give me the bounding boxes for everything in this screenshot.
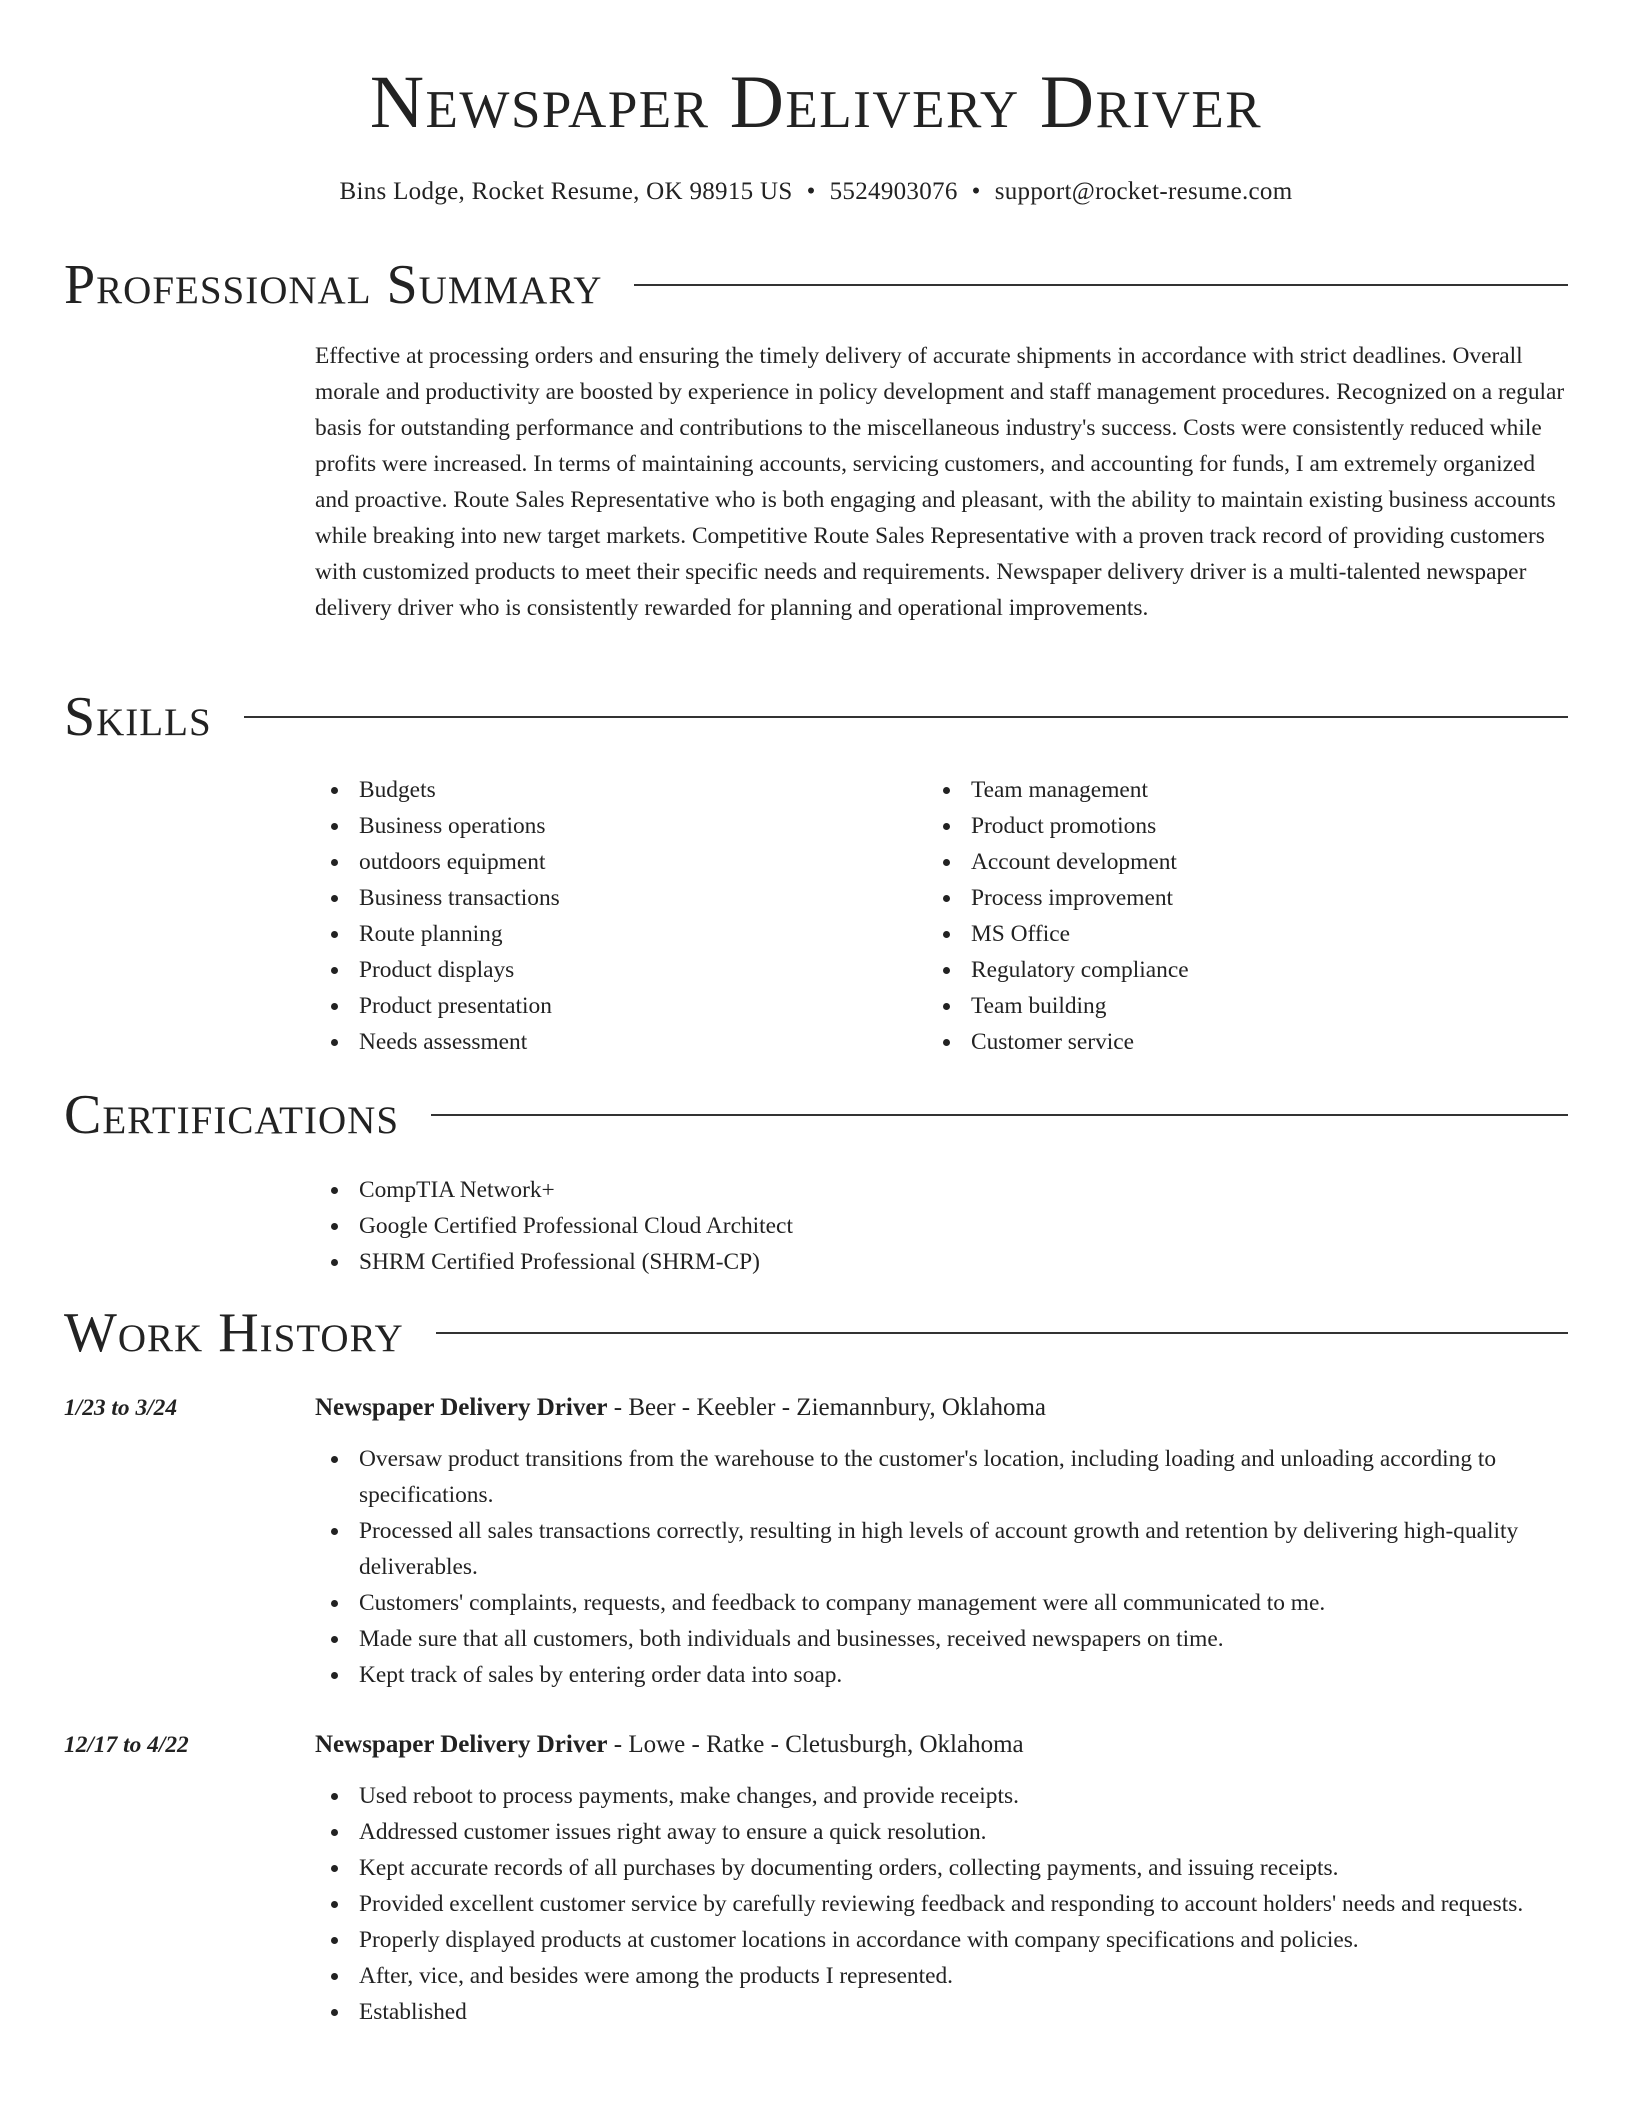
job-bullet: After, vice, and besides were among the products I represented.	[315, 1958, 1570, 1994]
skills-section-title: Skills	[64, 686, 212, 748]
job-bullet-list	[315, 1441, 1570, 1693]
certifications-section-header	[64, 1080, 1568, 1150]
summary-section-title: Professional Summary	[64, 254, 603, 316]
job-bullet: Oversaw product transitions from the warehouse to the customer's location, including loading and unloading according to specifications.	[315, 1441, 1570, 1513]
job-bullet: Processed all sales transactions correctly, resulting in high levels of account growth and retention by delivering high-quality deliverables.	[315, 1513, 1570, 1585]
skill-item: Process improvement	[927, 880, 1527, 916]
contact-separator: •	[806, 178, 816, 205]
skill-item: Product presentation	[315, 988, 915, 1024]
certification-item: CompTIA Network+	[315, 1172, 1515, 1208]
job-responsibilities	[315, 1441, 1570, 1693]
contact-line	[0, 174, 1632, 210]
contact-separator: •	[971, 178, 981, 205]
job-dates: 1/23 to 3/24	[64, 1395, 178, 1421]
job-title: Newspaper Delivery Driver	[315, 1394, 608, 1421]
job-bullet-list	[315, 1778, 1570, 2030]
job-employer: - Beer - Keebler - Ziemannbury, Oklahoma	[607, 1394, 1046, 1421]
job-heading	[315, 1727, 1570, 1763]
certifications-section-title: Certifications	[64, 1084, 400, 1146]
skill-item: Needs assessment	[315, 1024, 915, 1060]
skills-section-header	[64, 682, 1568, 752]
skill-item: Business operations	[315, 808, 915, 844]
job-responsibilities	[315, 1778, 1570, 2030]
job-dates: 12/17 to 4/22	[64, 1732, 189, 1758]
section-divider	[634, 284, 1568, 286]
certification-item: Google Certified Professional Cloud Architect	[315, 1208, 1515, 1244]
job-employer: - Lowe - Ratke - Cletusburgh, Oklahoma	[607, 1731, 1024, 1758]
certifications-list	[315, 1172, 1515, 1280]
candidate-name: Newspaper Delivery Driver	[369, 61, 1263, 144]
section-divider	[431, 1114, 1568, 1116]
skills-column-left	[315, 772, 915, 1060]
skill-item: Regulatory compliance	[927, 952, 1527, 988]
skills-list-right	[927, 772, 1527, 1060]
job-bullet: Customers' complaints, requests, and feedback to company management were all communicated to me.	[315, 1585, 1570, 1621]
section-divider	[436, 1332, 1568, 1334]
skill-item: Product promotions	[927, 808, 1527, 844]
work-history-section-header	[64, 1298, 1568, 1368]
job-bullet: Kept track of sales by entering order data into soap.	[315, 1657, 1570, 1693]
job-bullet: Made sure that all customers, both individuals and businesses, received newspapers on time.	[315, 1621, 1570, 1657]
job-heading	[315, 1390, 1570, 1426]
contact-email: support@rocket-resume.com	[994, 178, 1293, 205]
contact-phone: 5524903076	[829, 178, 958, 205]
skill-item: MS Office	[927, 916, 1527, 952]
skills-column-right	[927, 772, 1527, 1060]
job-bullet: Properly displayed products at customer locations in accordance with company specifications and policies.	[315, 1922, 1570, 1958]
contact-address: Bins Lodge, Rocket Resume, OK 98915 US	[339, 178, 793, 205]
skill-item: Customer service	[927, 1024, 1527, 1060]
job-bullet: Provided excellent customer service by carefully reviewing feedback and responding to account holders' needs and requests.	[315, 1886, 1570, 1922]
job-bullet: Established	[315, 1994, 1570, 2030]
skill-item: Team building	[927, 988, 1527, 1024]
job-bullet: Used reboot to process payments, make changes, and provide receipts.	[315, 1778, 1570, 1814]
certification-item: SHRM Certified Professional (SHRM-CP)	[315, 1244, 1515, 1280]
job-title: Newspaper Delivery Driver	[315, 1731, 608, 1758]
skill-item: Business transactions	[315, 880, 915, 916]
skill-item: Account development	[927, 844, 1527, 880]
summary-text: Effective at processing orders and ensuring the timely delivery of accurate shipments in accordance with strict deadlines. Overall morale and productivity are boosted by experience in policy development and staff management procedures. Recognized on a regular basis for outstanding performance and contributions to the miscellaneous industry's success. Costs were consistently reduced while profits were increased. In terms of maintaining accounts, servicing customers, and accounting for funds, I am extremely organized and proactive. Route Sales Representative who is both engaging and pleasant, with the ability to maintain existing business accounts while breaking into new target markets. Competitive Route Sales Representative with a proven track record of providing customers with customized products to meet their specific needs and requirements. Newspaper delivery driver is a multi-talented newspaper delivery driver who is consistently rewarded for planning and operational improvements.	[315, 343, 1565, 621]
certifications-list-container	[315, 1172, 1515, 1280]
work-history-section-title: Work History	[64, 1302, 404, 1364]
skill-item: Route planning	[315, 916, 915, 952]
skills-list-left	[315, 772, 915, 1060]
job-bullet: Addressed customer issues right away to ensure a quick resolution.	[315, 1814, 1570, 1850]
skill-item: Product displays	[315, 952, 915, 988]
skill-item: Budgets	[315, 772, 915, 808]
skill-item: Team management	[927, 772, 1527, 808]
skill-item: outdoors equipment	[315, 844, 915, 880]
section-divider	[244, 716, 1568, 718]
job-bullet: Kept accurate records of all purchases by documenting orders, collecting payments, and issuing receipts.	[315, 1850, 1570, 1886]
summary-section-header	[64, 250, 1568, 320]
